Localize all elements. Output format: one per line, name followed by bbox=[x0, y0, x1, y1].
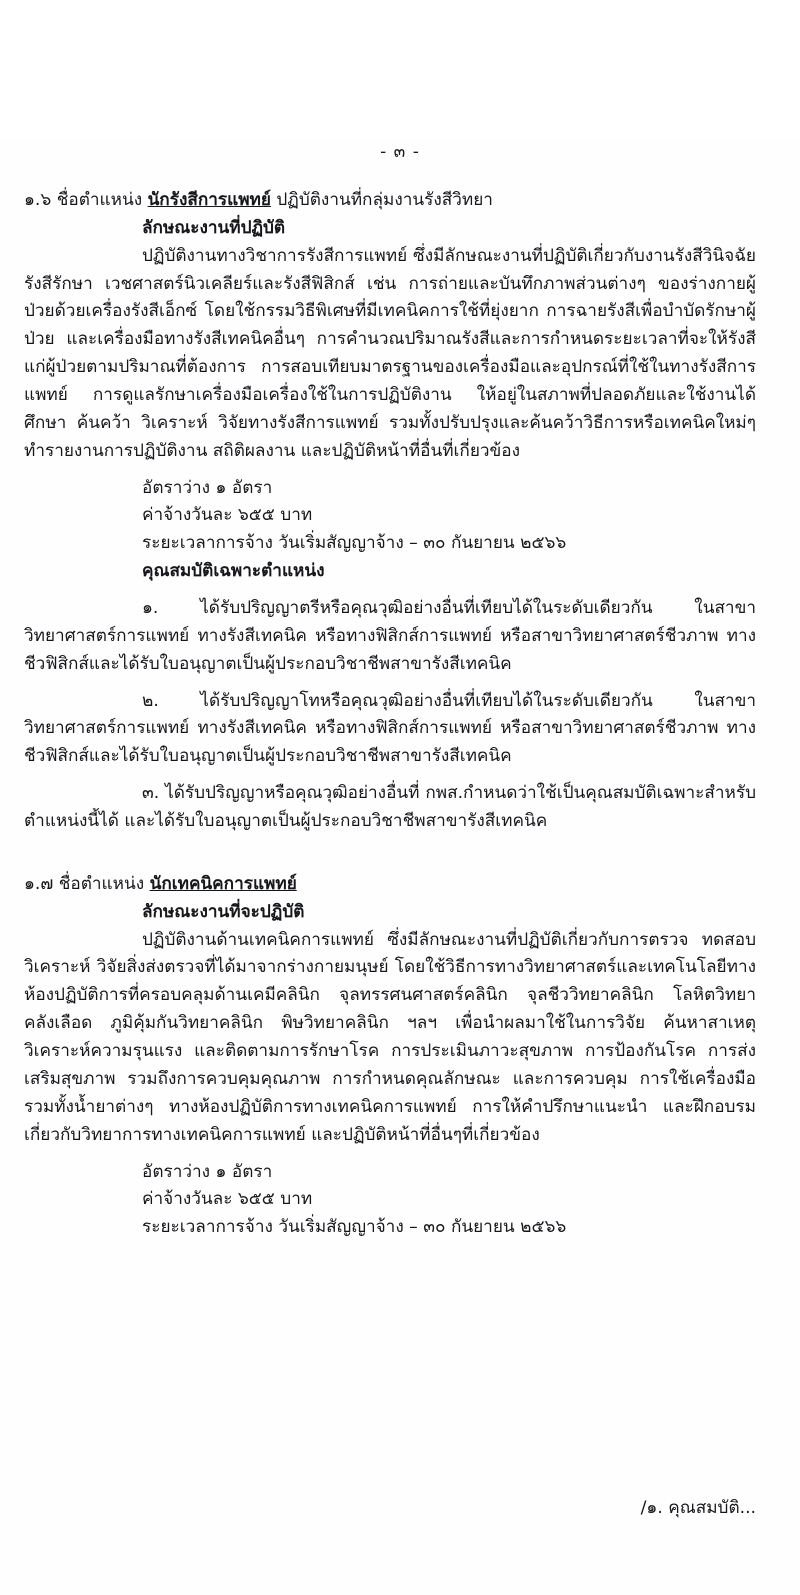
section-heading-suffix: ปฏิบัติงานที่กลุ่มงานรังสีวิทยา bbox=[270, 190, 493, 210]
section-heading-prefix: ๑.๗ ชื่อตำแหน่ง bbox=[24, 873, 150, 894]
section-1-7 bbox=[24, 871, 756, 1242]
qualification-item: ๓. ได้รับปริญญาหรือคุณวุฒิอย่างอื่นที่ กพส.กำหนดว่าใช้เป็นคุณสมบัติเฉพาะสำหรับตำแหน่งนี้ได้ และได้รับใบอนุญาตเป็นผู้ประกอบวิชาชีพสาขารังสีเทคนิค bbox=[24, 783, 756, 832]
section-heading-title: นักเทคนิคการแพทย์ bbox=[149, 873, 297, 894]
qualification-heading: คุณสมบัติเฉพาะตำแหน่ง bbox=[142, 561, 325, 582]
detail-duration: ระยะเวลาการจ้าง วันเริ่มสัญญาจ้าง – ๓๐ กันยายน ๒๕๖๖ bbox=[142, 533, 567, 554]
detail-duration: ระยะเวลาการจ้าง วันเริ่มสัญญาจ้าง – ๓๐ กันยายน ๒๕๖๖ bbox=[142, 1217, 567, 1238]
section-body: ปฏิบัติงานทางวิชาการรังสีการแพทย์ ซึ่งมีลักษณะงานที่ปฏิบัติเกี่ยวกับงานรังสีวินิจฉัย รังสีรักษา เวชศาสตร์นิวเคลียร์และรังสีฟิสิกส์ เช่น การถ่ายและบันทึกภาพส่วนต่างๆ ของร่างกายผู้ป่วยด้วยเครื่องรังสีเอ็กซ์ โดยใช้กรรมวิธีพิเศษที่มีเทคนิคการใช้ที่ยุ่งยาก การฉายรังสีเพื่อบำบัดรักษาผู้ป่วย และเครื่องมือทางรังสีเทคนิคอื่นๆ การคำนวณปริมาณรังสีและการกำหนดระยะเวลาที่จะให้รังสีแก่ผู้ป่วยตามปริมาณที่ต้องการ การสอบเทียบมาตรฐานของเครื่องมือและอุปกรณ์ที่ใช้ในทางรังสีการแพทย์ การดูแลรักษาเครื่องมือเครื่องใช้ในการปฏิบัติงาน ให้อยู่ในสภาพที่ปลอดภัยและใช้งานได้ ศึกษา ค้นคว้า วิเคราะห์ วิจัยทางรังสีการแพทย์ รวมทั้งปรับปรุงและค้นคว้าวิธีการหรือเทคนิคใหม่ๆ ทำรายงานการปฏิบัติงาน สถิติผลงาน และปฏิบัติหน้าที่อื่นที่เกี่ยวข้อง bbox=[24, 245, 756, 461]
section-body: ปฏิบัติงานด้านเทคนิคการแพทย์ ซึ่งมีลักษณะงานที่ปฏิบัติเกี่ยวกับการตรวจ ทดสอบ วิเคราะห์ วิจัยสิ่งส่งตรวจที่ได้มาจากร่างกายมนุษย์ โดยใช้วิธีการทางวิทยาศาสตร์และเทคโนโลยีทางห้องปฏิบัติการที่ครอบคลุมด้านเคมีคลินิก จุลทรรศนศาสตร์คลินิก จุลชีววิทยาคลินิก โลหิตวิทยา คลังเลือด ภูมิคุ้มกันวิทยาคลินิก พิษวิทยาคลินิก ฯลฯ เพื่อนำผลมาใช้ในการวิจัย ค้นหาสาเหตุ วิเคราะห์ความรุนแรง และติดตามการรักษาโรค การประเมินภาวะสุขภาพ การป้องกันโรค การส่งเสริมสุขภาพ รวมถึงการควบคุมคุณภาพ การกำหนดคุณลักษณะ และการควบคุม การใช้เครื่องมือรวมทั้งน้ำยาต่างๆ ทางห้องปฏิบัติการทางเทคนิคการแพทย์ การให้คำปรึกษาแนะนำ และฝึกอบรมเกี่ยวกับวิทยาการทางเทคนิคการแพทย์ และปฏิบัติหน้าที่อื่นๆที่เกี่ยวข้อง bbox=[24, 929, 756, 1145]
section-1-6 bbox=[24, 187, 756, 836]
page-number: - ๓ - bbox=[380, 142, 420, 162]
section-subheading: ลักษณะงานที่จะปฏิบัติ bbox=[142, 901, 305, 922]
section-heading-title: นักรังสีการแพทย์ bbox=[147, 190, 271, 210]
detail-vacancy: อัตราว่าง ๑ อัตรา bbox=[142, 1161, 273, 1182]
detail-wage: ค่าจ้างวันละ ๖๕๕ บาท bbox=[142, 505, 313, 526]
detail-vacancy: อัตราว่าง ๑ อัตรา bbox=[142, 477, 273, 498]
section-heading-prefix: ๑.๖ ชื่อตำแหน่ง bbox=[24, 190, 148, 210]
qualification-item: ๒. ได้รับปริญญาโทหรือคุณวุฒิอย่างอื่นที่เทียบได้ในระดับเดียวกัน ในสาขาวิทยาศาสตร์การแพทย์ ทางรังสีเทคนิค หรือทางฟิสิกส์การแพทย์ หรือสาขาวิทยาศาสตร์ชีวภาพ ทางชีวฟิสิกส์และได้รับใบอนุญาตเป็นผู้ประกอบวิชาชีพสาขารังสีเทคนิค bbox=[24, 690, 756, 767]
section-heading bbox=[24, 187, 756, 215]
footer-continuation-note: /๑. คุณสมบัติ... bbox=[640, 1498, 756, 1518]
document-page bbox=[0, 138, 800, 1595]
detail-wage: ค่าจ้างวันละ ๖๕๕ บาท bbox=[142, 1189, 313, 1210]
section-subheading: ลักษณะงานที่ปฏิบัติ bbox=[142, 217, 286, 238]
qualification-item: ๑. ได้รับปริญญาตรีหรือคุณวุฒิอย่างอื่นที่เทียบได้ในระดับเดียวกัน ในสาขาวิทยาศาสตร์การแพทย์ ทางรังสีเทคนิค หรือทางฟิสิกส์การแพทย์ หรือสาขาวิทยาศาสตร์ชีวภาพ ทางชีวฟิสิกส์และได้รับใบอนุญาตเป็นผู้ประกอบวิชาชีพสาขารังสีเทคนิค bbox=[24, 598, 756, 674]
document-content bbox=[24, 187, 756, 1242]
section-heading bbox=[24, 871, 756, 899]
